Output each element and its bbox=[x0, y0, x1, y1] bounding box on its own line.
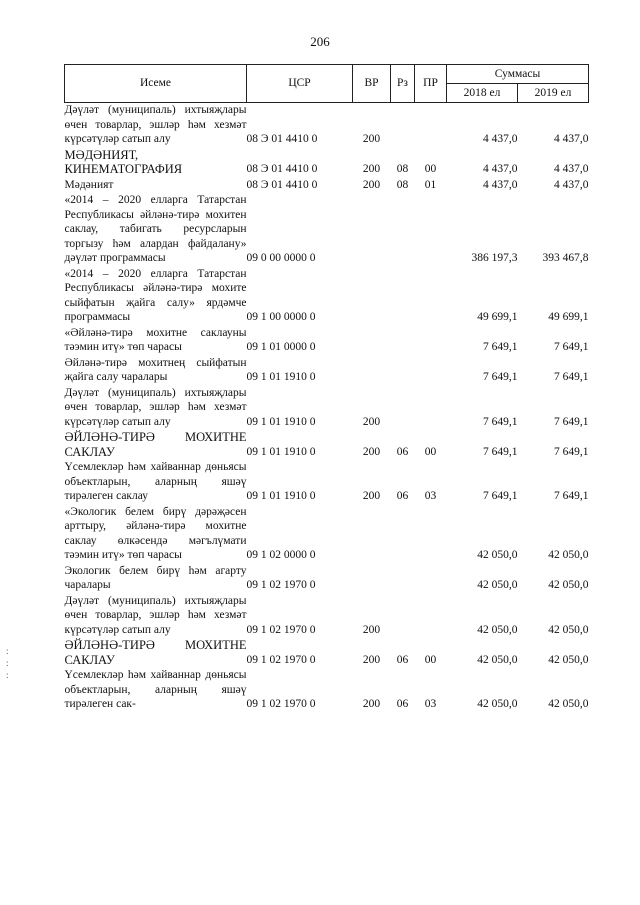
row-vr: 200 bbox=[362, 623, 381, 636]
row-sum-2018: 4 437,0 bbox=[483, 163, 518, 175]
row-name: Дәүләт (муниципаль) ихтыяҗлары өчен товарлар, эшләр һәм хезмәт күрсәтүләр сатып алу bbox=[64, 104, 247, 145]
row-vr: 200 bbox=[362, 698, 381, 710]
row-pr bbox=[415, 386, 447, 431]
row-rz bbox=[391, 267, 415, 326]
row-csr: 09 1 01 1910 0 bbox=[246, 445, 316, 458]
row-csr: 09 1 02 1970 0 bbox=[246, 623, 316, 636]
row-rz bbox=[391, 103, 415, 148]
row-sum-2018: 42 050,0 bbox=[477, 698, 518, 710]
row-sum-2018: 49 699,1 bbox=[477, 311, 518, 323]
row-vr: 200 bbox=[362, 133, 381, 145]
row-vr bbox=[353, 356, 391, 386]
row-sum-2019: 4 437,0 bbox=[554, 163, 589, 175]
header-year-2019: 2019 ел bbox=[518, 84, 589, 103]
row-sum-2019: 4 437,0 bbox=[554, 178, 589, 191]
row-name: Дәүләт (муниципаль) ихтыяҗлары өчен товарлар, эшләр һәм хезмәт күрсәтүләр сатып алу bbox=[64, 386, 247, 428]
row-rz bbox=[391, 356, 415, 386]
row-rz bbox=[391, 594, 415, 639]
header-sums: Суммасы bbox=[447, 65, 589, 84]
row-rz: 08 bbox=[396, 178, 409, 191]
row-vr bbox=[353, 326, 391, 356]
header-rz: Рз bbox=[391, 65, 415, 103]
row-name: «Экологик белем бирү дәрәҗәсен арттыру, әйләнә-тирә мохитне саклау өлкәсендә мәгълүмати тәэмин итү» төп чарасы bbox=[64, 505, 247, 561]
row-csr: 08 Э 01 4410 0 bbox=[246, 133, 318, 145]
row-name: «Әйләнә-тирә мохитне саклауны тәэмин итү» төп чарасы bbox=[64, 326, 247, 353]
row-vr: 200 bbox=[362, 445, 381, 458]
row-rz bbox=[391, 564, 415, 594]
row-name: Дәүләт (муниципаль) ихтыяҗлары өчен товарлар, эшләр һәм хезмәт күрсәтүләр сатып алу bbox=[64, 594, 247, 636]
row-name: Мәдәният bbox=[64, 178, 114, 191]
row-pr: 01 bbox=[424, 178, 437, 191]
row-pr bbox=[415, 505, 447, 564]
row-rz: 06 bbox=[396, 490, 409, 502]
row-csr: 09 1 02 1970 0 bbox=[246, 653, 316, 666]
header-csr: ЦСР bbox=[247, 65, 353, 103]
row-sum-2018: 42 050,0 bbox=[477, 549, 518, 561]
row-csr: 09 1 02 0000 0 bbox=[246, 549, 316, 561]
row-csr: 08 Э 01 4410 0 bbox=[246, 163, 318, 175]
table-row bbox=[65, 386, 589, 431]
row-rz: 08 bbox=[396, 163, 409, 175]
table-row bbox=[65, 326, 589, 356]
row-rz bbox=[391, 326, 415, 356]
row-sum-2019: 42 050,0 bbox=[548, 549, 589, 561]
row-pr bbox=[415, 103, 447, 148]
row-pr bbox=[415, 326, 447, 356]
row-sum-2019: 42 050,0 bbox=[548, 623, 589, 636]
row-pr: 00 bbox=[424, 445, 437, 458]
row-sum-2018: 7 649,1 bbox=[483, 415, 518, 428]
row-name: Үсемлекләр һәм хайваннар дөньясы объектларын, аларның яшәү тирәлеген сак- bbox=[64, 669, 247, 710]
row-name: «2014 – 2020 елларга Татарстан Республикасы әйләнә-тирә мохите сыйфатын җайга салу» ярдәмче программасы bbox=[64, 267, 247, 323]
table-row bbox=[65, 356, 589, 386]
row-sum-2019: 42 050,0 bbox=[548, 653, 589, 666]
table-row bbox=[65, 103, 589, 148]
table-row bbox=[65, 564, 589, 594]
row-sum-2019: 7 649,1 bbox=[554, 490, 589, 502]
row-name: ӘЙЛӘНӘ-ТИРӘ МОХИТНЕ САКЛАУ bbox=[64, 430, 247, 459]
row-name: Әйләнә-тирә мохитнең сыйфатын җайга салу чаралары bbox=[64, 356, 247, 383]
row-vr: 200 bbox=[362, 653, 381, 666]
table-header bbox=[65, 65, 589, 103]
row-vr bbox=[353, 564, 391, 594]
row-sum-2018: 42 050,0 bbox=[477, 623, 518, 636]
row-sum-2019: 4 437,0 bbox=[554, 133, 589, 145]
row-sum-2018: 4 437,0 bbox=[483, 178, 518, 191]
row-vr: 200 bbox=[362, 163, 381, 175]
row-pr: 03 bbox=[424, 698, 437, 710]
row-pr bbox=[415, 193, 447, 267]
row-name: «2014 – 2020 елларга Татарстан Республикасы әйләнә-тирә мохитен саклау, табигать ресурсларын торгызу һәм алардан файдалану» дәүләт программасы bbox=[64, 194, 247, 264]
row-sum-2019: 42 050,0 bbox=[548, 579, 589, 591]
row-pr bbox=[415, 564, 447, 594]
row-sum-2018: 42 050,0 bbox=[477, 579, 518, 591]
row-vr bbox=[353, 193, 391, 267]
margin-marks: : : : bbox=[6, 646, 9, 680]
row-sum-2018: 42 050,0 bbox=[477, 653, 518, 666]
table-row bbox=[65, 668, 589, 713]
row-csr: 09 1 01 1910 0 bbox=[246, 371, 316, 383]
page-number: 206 bbox=[310, 34, 330, 49]
row-vr bbox=[353, 505, 391, 564]
row-rz: 06 bbox=[396, 653, 409, 666]
row-pr bbox=[415, 356, 447, 386]
row-vr bbox=[353, 267, 391, 326]
row-pr: 00 bbox=[424, 653, 437, 666]
budget-table bbox=[64, 64, 589, 713]
row-pr: 00 bbox=[424, 163, 437, 175]
row-sum-2018: 7 649,1 bbox=[483, 341, 518, 353]
row-sum-2019: 7 649,1 bbox=[554, 371, 589, 383]
header-vr: ВР bbox=[353, 65, 391, 103]
row-csr: 09 0 00 0000 0 bbox=[246, 252, 316, 264]
row-rz bbox=[391, 505, 415, 564]
row-name: Үсемлекләр һәм хайваннар дөньясы объектларын, аларның яшәү тирәлеген саклау bbox=[64, 461, 247, 502]
table-row bbox=[65, 430, 589, 460]
table-row bbox=[65, 505, 589, 564]
row-csr: 09 1 00 0000 0 bbox=[246, 311, 316, 323]
table-row bbox=[65, 178, 589, 194]
row-sum-2019: 7 649,1 bbox=[554, 415, 589, 428]
table-row bbox=[65, 460, 589, 505]
table-row bbox=[65, 267, 589, 326]
table-row bbox=[65, 638, 589, 668]
row-pr: 03 bbox=[424, 490, 437, 502]
row-rz bbox=[391, 386, 415, 431]
row-rz bbox=[391, 193, 415, 267]
row-name: ӘЙЛӘНӘ-ТИРӘ МОХИТНЕ САКЛАУ bbox=[64, 638, 247, 667]
row-vr: 200 bbox=[362, 415, 381, 428]
row-csr: 09 1 01 1910 0 bbox=[246, 490, 316, 502]
row-csr: 08 Э 01 4410 0 bbox=[246, 178, 318, 191]
row-vr: 200 bbox=[362, 178, 381, 191]
row-sum-2018: 386 197,3 bbox=[471, 252, 518, 264]
table-body bbox=[65, 103, 589, 713]
header-year-2018: 2018 ел bbox=[447, 84, 518, 103]
row-name: МӘДӘНИЯТ, КИНЕМАТОГРАФИЯ bbox=[64, 147, 183, 176]
row-sum-2018: 7 649,1 bbox=[483, 445, 518, 458]
header-pr: ПР bbox=[415, 65, 447, 103]
row-pr bbox=[415, 267, 447, 326]
row-pr bbox=[415, 594, 447, 639]
row-sum-2018: 7 649,1 bbox=[483, 490, 518, 502]
row-sum-2018: 4 437,0 bbox=[483, 133, 518, 145]
row-sum-2019: 7 649,1 bbox=[554, 341, 589, 353]
row-csr: 09 1 01 0000 0 bbox=[246, 341, 316, 353]
row-sum-2019: 7 649,1 bbox=[554, 445, 589, 458]
table-row bbox=[65, 193, 589, 267]
header-name: Исеме bbox=[65, 65, 247, 103]
row-sum-2018: 7 649,1 bbox=[483, 371, 518, 383]
row-vr: 200 bbox=[362, 490, 381, 502]
row-csr: 09 1 02 1970 0 bbox=[246, 579, 316, 591]
row-rz: 06 bbox=[396, 698, 409, 710]
row-csr: 09 1 02 1970 0 bbox=[246, 698, 316, 710]
row-sum-2019: 49 699,1 bbox=[548, 311, 589, 323]
row-csr: 09 1 01 1910 0 bbox=[246, 415, 316, 428]
row-rz: 06 bbox=[396, 445, 409, 458]
row-sum-2019: 42 050,0 bbox=[548, 698, 589, 710]
table-row bbox=[65, 594, 589, 639]
row-name: Экологик белем бирү һәм агарту чаралары bbox=[64, 564, 247, 591]
table-row bbox=[65, 148, 589, 178]
row-sum-2019: 393 467,8 bbox=[542, 252, 589, 264]
